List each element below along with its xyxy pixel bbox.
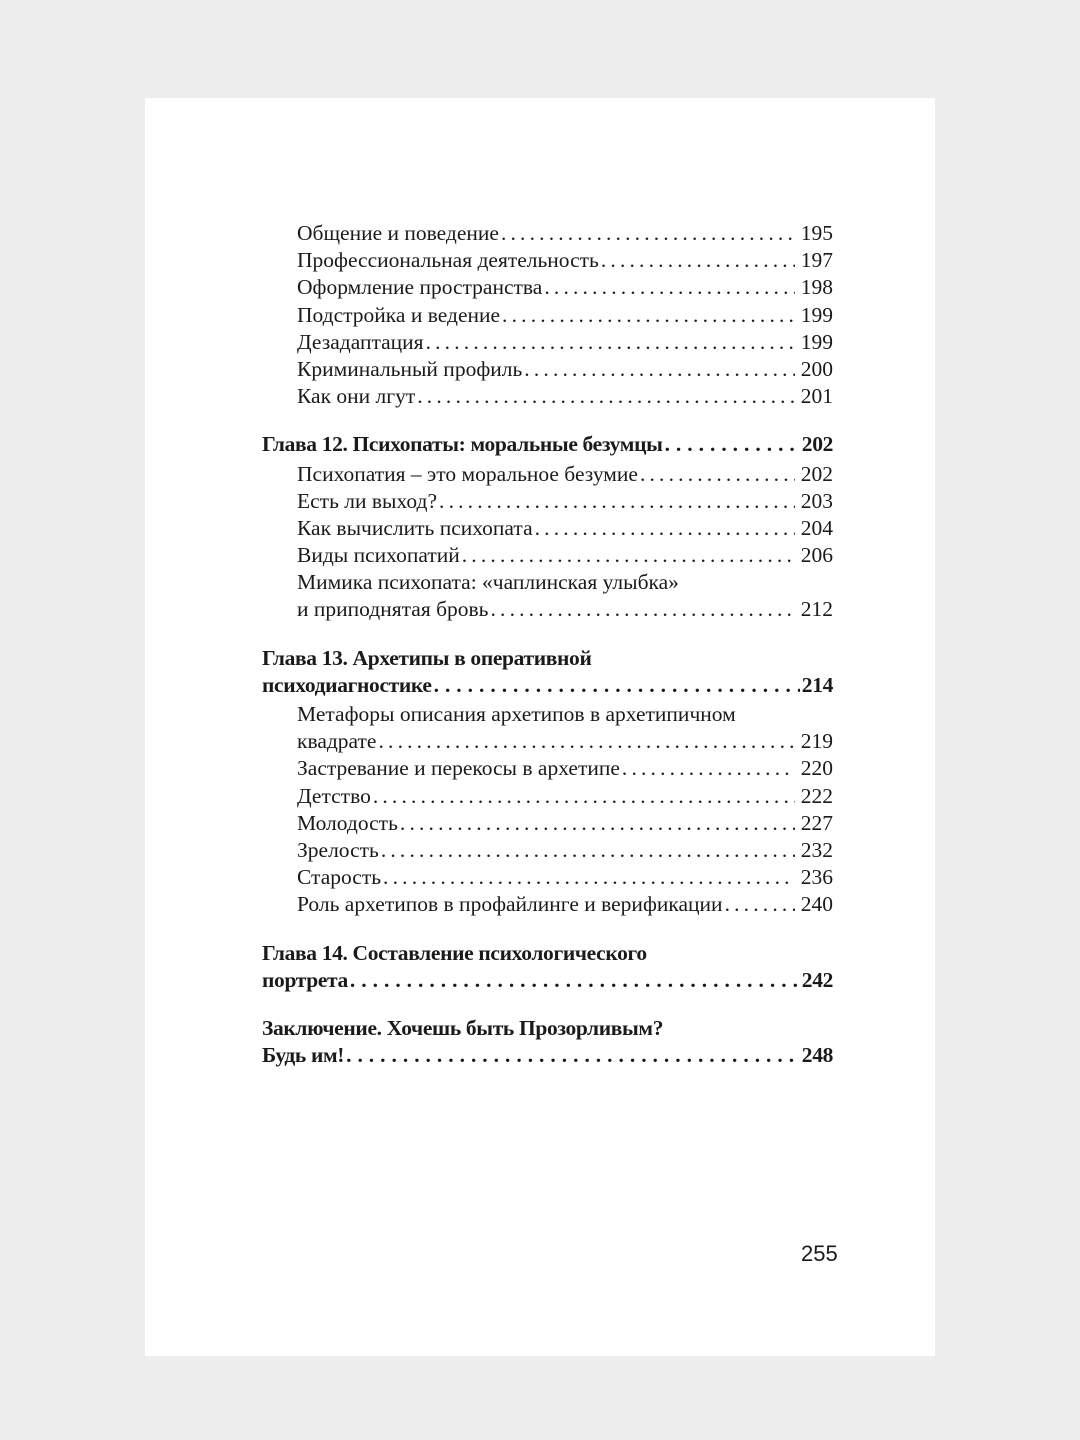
dot-leader [426,329,795,356]
toc-entry[interactable] [262,891,833,918]
toc-entry-page: 198 [800,275,833,300]
chapter-title: портрета [262,967,348,992]
toc-entry-label: Детство [297,783,371,808]
page-number: 255 [801,1241,838,1266]
toc-entry-label: Молодость [297,810,398,835]
chapter-title: психодиагностике [262,672,432,697]
toc-entry-page: 212 [800,597,833,622]
chapter-title: Будь им! [262,1043,345,1068]
dot-leader [502,302,795,329]
toc-entry[interactable] [262,755,833,782]
chapter-title: Заключение. Хочешь быть Прозорливым? [262,1015,664,1040]
toc-conclusion-line2[interactable] [262,1042,833,1069]
dot-leader [378,728,794,755]
toc-entry-line1[interactable] [262,569,833,596]
toc-entry-page: 201 [800,384,833,409]
toc-entry-page: 232 [800,837,833,862]
toc-entry[interactable] [262,247,833,274]
toc-entry[interactable] [262,864,833,891]
toc-entry-label: Оформление пространства [297,275,543,300]
toc-entry-page: 195 [800,221,833,245]
chapter-page: 214 [801,672,833,697]
dot-leader [417,383,795,410]
toc-entry-label: Мимика психопата: «чаплинская улыбка» [297,570,679,595]
dot-leader [524,356,794,383]
toc-entry-label: Как они лгут [297,384,416,409]
dot-leader [725,891,795,918]
dot-leader [601,247,795,274]
toc-entry[interactable] [262,220,833,247]
toc-chapter-14-line1[interactable] [262,940,833,967]
dot-leader [383,864,795,891]
toc-entry[interactable] [262,810,833,837]
toc-entry-label: Общение и поведение [297,221,499,245]
toc-entry-label: Профессиональная деятельность [297,248,599,273]
toc-entry-label: Метафоры описания архетипов в архетипичном [297,702,736,726]
dot-leader [544,274,794,301]
toc-entry-page: 203 [800,488,833,513]
toc-entry[interactable] [262,302,833,329]
chapter-title: Глава 12. Психопаты: моральные безумцы [262,432,663,457]
toc-entry-page: 199 [800,329,833,354]
toc-entry-page: 199 [800,302,833,327]
chapter-page: 242 [801,967,833,992]
dot-leader [535,515,795,542]
toc-chapter-14-line2[interactable] [262,967,833,994]
book-page [145,98,935,1356]
toc-entry[interactable] [262,274,833,301]
toc-entry-line2[interactable] [262,596,833,623]
toc-chapter-12[interactable] [262,431,833,458]
dot-leader [462,542,795,569]
dot-leader [665,431,800,458]
toc-entry-label: Криминальный профиль [297,356,523,381]
chapter-title: Глава 14. Составление психологического [262,940,647,965]
toc-entry-label: Подстройка и ведение [297,302,501,327]
toc-entry-label: Психопатия – это моральное безумие [297,461,638,486]
chapter-title: Глава 13. Архетипы в оперативной [262,645,592,670]
toc-entry-label: Дезадаптация [297,329,424,354]
dot-leader [381,837,795,864]
toc-entry-page: 220 [800,756,833,781]
toc-entry-page: 222 [800,783,833,808]
toc-entry-line2[interactable] [262,728,833,755]
toc-entry[interactable] [262,837,833,864]
dot-leader [400,810,795,837]
toc-entry-label: Зрелость [297,837,379,862]
chapter-page: 248 [801,1043,833,1068]
toc-entry-label: Есть ли выход? [297,488,438,513]
table-of-contents [262,220,833,1069]
toc-entry[interactable] [262,542,833,569]
toc-entry-label: Виды психопатий [297,543,460,568]
dot-leader [622,755,795,782]
toc-entry[interactable] [262,356,833,383]
toc-entry[interactable] [262,488,833,515]
dot-leader [373,783,795,810]
chapter-page: 202 [801,432,833,457]
toc-conclusion-line1[interactable] [262,1015,833,1042]
toc-entry-page: 219 [800,729,833,754]
toc-entry-line1[interactable] [262,701,833,728]
toc-entry-label: Как вычислить психопата [297,515,533,540]
dot-leader [346,1042,800,1069]
toc-entry-page: 227 [800,810,833,835]
toc-entry-page: 202 [800,461,833,486]
dot-leader [501,220,795,247]
dot-leader [434,672,800,699]
dot-leader [640,461,795,488]
dot-leader [350,967,800,994]
toc-chapter-13-line2[interactable] [262,672,833,699]
toc-entry-page: 240 [800,892,833,917]
toc-entry-label: и приподнятая бровь [297,597,489,622]
toc-entry-page: 200 [800,356,833,381]
toc-entry[interactable] [262,329,833,356]
toc-entry[interactable] [262,515,833,542]
toc-chapter-13-line1[interactable] [262,645,833,672]
toc-entry-page: 206 [800,543,833,568]
toc-entry-page: 236 [800,865,833,890]
dot-leader [490,596,794,623]
toc-entry-page: 197 [800,248,833,273]
toc-entry[interactable] [262,461,833,488]
toc-entry-label: Старость [297,865,382,890]
toc-entry-label: Роль архетипов в профайлинге и верификации [297,892,723,917]
toc-entry-page: 204 [800,515,833,540]
dot-leader [439,488,795,515]
toc-entry[interactable] [262,383,833,410]
toc-entry[interactable] [262,783,833,810]
toc-entry-label: Застревание и перекосы в архетипе [297,756,620,781]
toc-entry-label: квадрате [297,729,377,754]
